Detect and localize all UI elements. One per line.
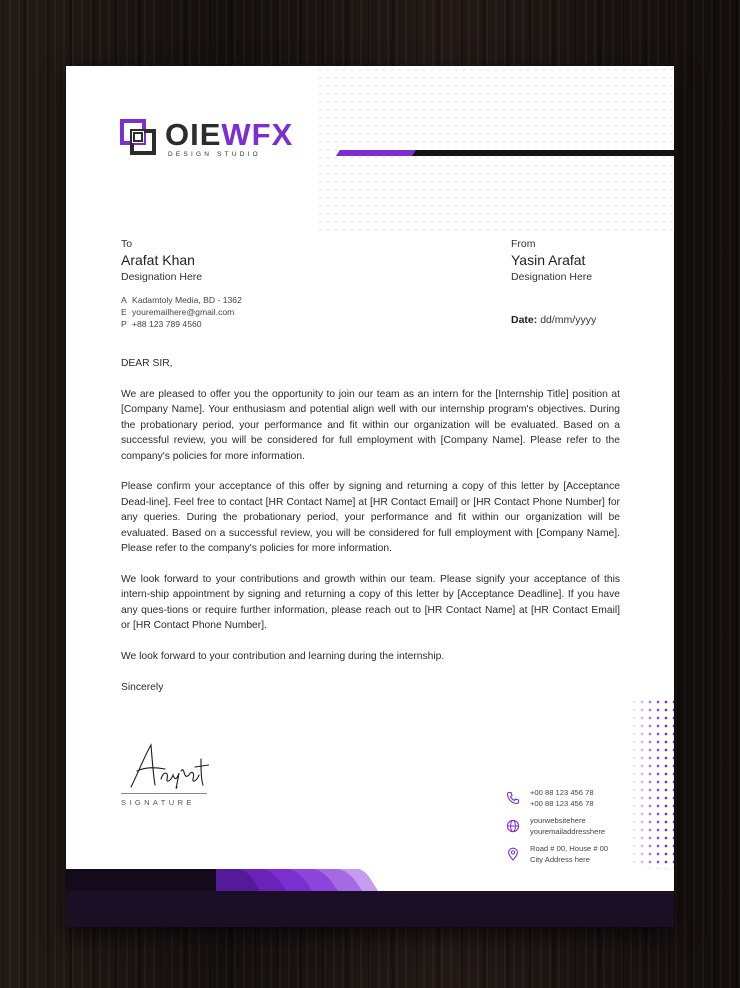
letter-body (121, 356, 620, 711)
logo-wordmark (165, 117, 293, 153)
email-key: E (121, 307, 127, 317)
footer-contact (506, 788, 608, 872)
header-rule (336, 150, 674, 156)
globe-icon (506, 819, 520, 833)
phone-icon (506, 791, 520, 805)
paragraph-3: We look forward to your contributions and growth within our team. Please signify your acceptance of this intern-ship appointment by signing and returning a copy of this letter by [Acceptance Deadline]. If you have any ques-tions or require further information, please reach out to [HR Contact Name] at [HR Contact Email] or [HR Contact Phone Number]. (121, 573, 620, 632)
footer-web-row (506, 816, 608, 837)
recipient-name: Arafat Khan (121, 252, 195, 268)
logo-wordmark-accent: WFX (221, 117, 294, 152)
signature-label: SIGNATURE (121, 798, 195, 807)
footer-band (66, 869, 674, 927)
paragraph-4: We look forward to your contribution and learning during the internship. (121, 651, 445, 663)
signature-line (121, 793, 207, 794)
recipient-address: Kadamtoly Media, BD - 1362 (132, 295, 242, 305)
sender-designation: Designation Here (511, 271, 593, 283)
date-value: dd/mm/yyyy (540, 314, 597, 326)
footer-phone-row (506, 788, 608, 809)
dot-pattern-right (630, 698, 674, 883)
sender-label: From (511, 238, 536, 250)
recipient-label: To (121, 238, 133, 250)
recipient-email: youremailhere@gmail.com (132, 307, 235, 317)
logo-subtitle: DESIGN STUDIO (168, 151, 261, 158)
footer-address-row (506, 844, 608, 865)
letterhead-page (66, 66, 674, 927)
footer-address-2: City Address here (530, 854, 590, 864)
logo-wordmark-main: OIE (165, 117, 222, 152)
footer-website: yourwebsitehere (530, 816, 586, 825)
footer-address-1: Road # 00, House # 00 (530, 844, 609, 853)
sender-block (511, 238, 592, 283)
address-key: A (121, 295, 127, 305)
letter-date (511, 314, 596, 326)
phone-key: P (121, 319, 127, 329)
salutation: DEAR SIR, (121, 358, 173, 369)
location-pin-icon (506, 847, 520, 861)
logo-mark-icon (120, 119, 156, 155)
footer-phone-1: +00 88 123 456 78 (530, 788, 594, 797)
footer-phone-2: +00 88 123 456 78 (530, 798, 594, 808)
recipient-contact (121, 294, 242, 330)
paragraph-2: Please confirm your acceptance of this offer by signing and returning a copy of this letter by [Acceptance Dead-line]. Feel free to contact [HR Contact Name] at [HR Contact Email] or [HR Contact Phone Number] for any queries. During the probationary period, your performance and fit within our organization will be evaluated. Based on a successful review, you will be considered for full employment with [Company Name]. Please refer to the company's policies for more information. (121, 481, 620, 555)
handwritten-signature (125, 741, 209, 793)
recipient-designation: Designation Here (121, 271, 203, 283)
paragraph-1: We are pleased to offer you the opportunity to join our team as an intern for the [Internship Title] position at [Company Name]. Your enthusiasm and potential align well with our internship program's objectives. During the probationary period, your performance and fit within our organization will be evaluated. Based on a successful review, you will be considered for full employment with [Company Name]. Please refer to the company's policies for more information. (121, 388, 620, 462)
sender-name: Yasin Arafat (511, 252, 586, 268)
footer-email: youremailaddresshere (530, 826, 606, 836)
recipient-block (121, 238, 242, 330)
closing: Sincerely (121, 682, 164, 693)
recipient-phone: +88 123 789 4560 (132, 319, 202, 329)
date-label: Date: (511, 314, 538, 326)
